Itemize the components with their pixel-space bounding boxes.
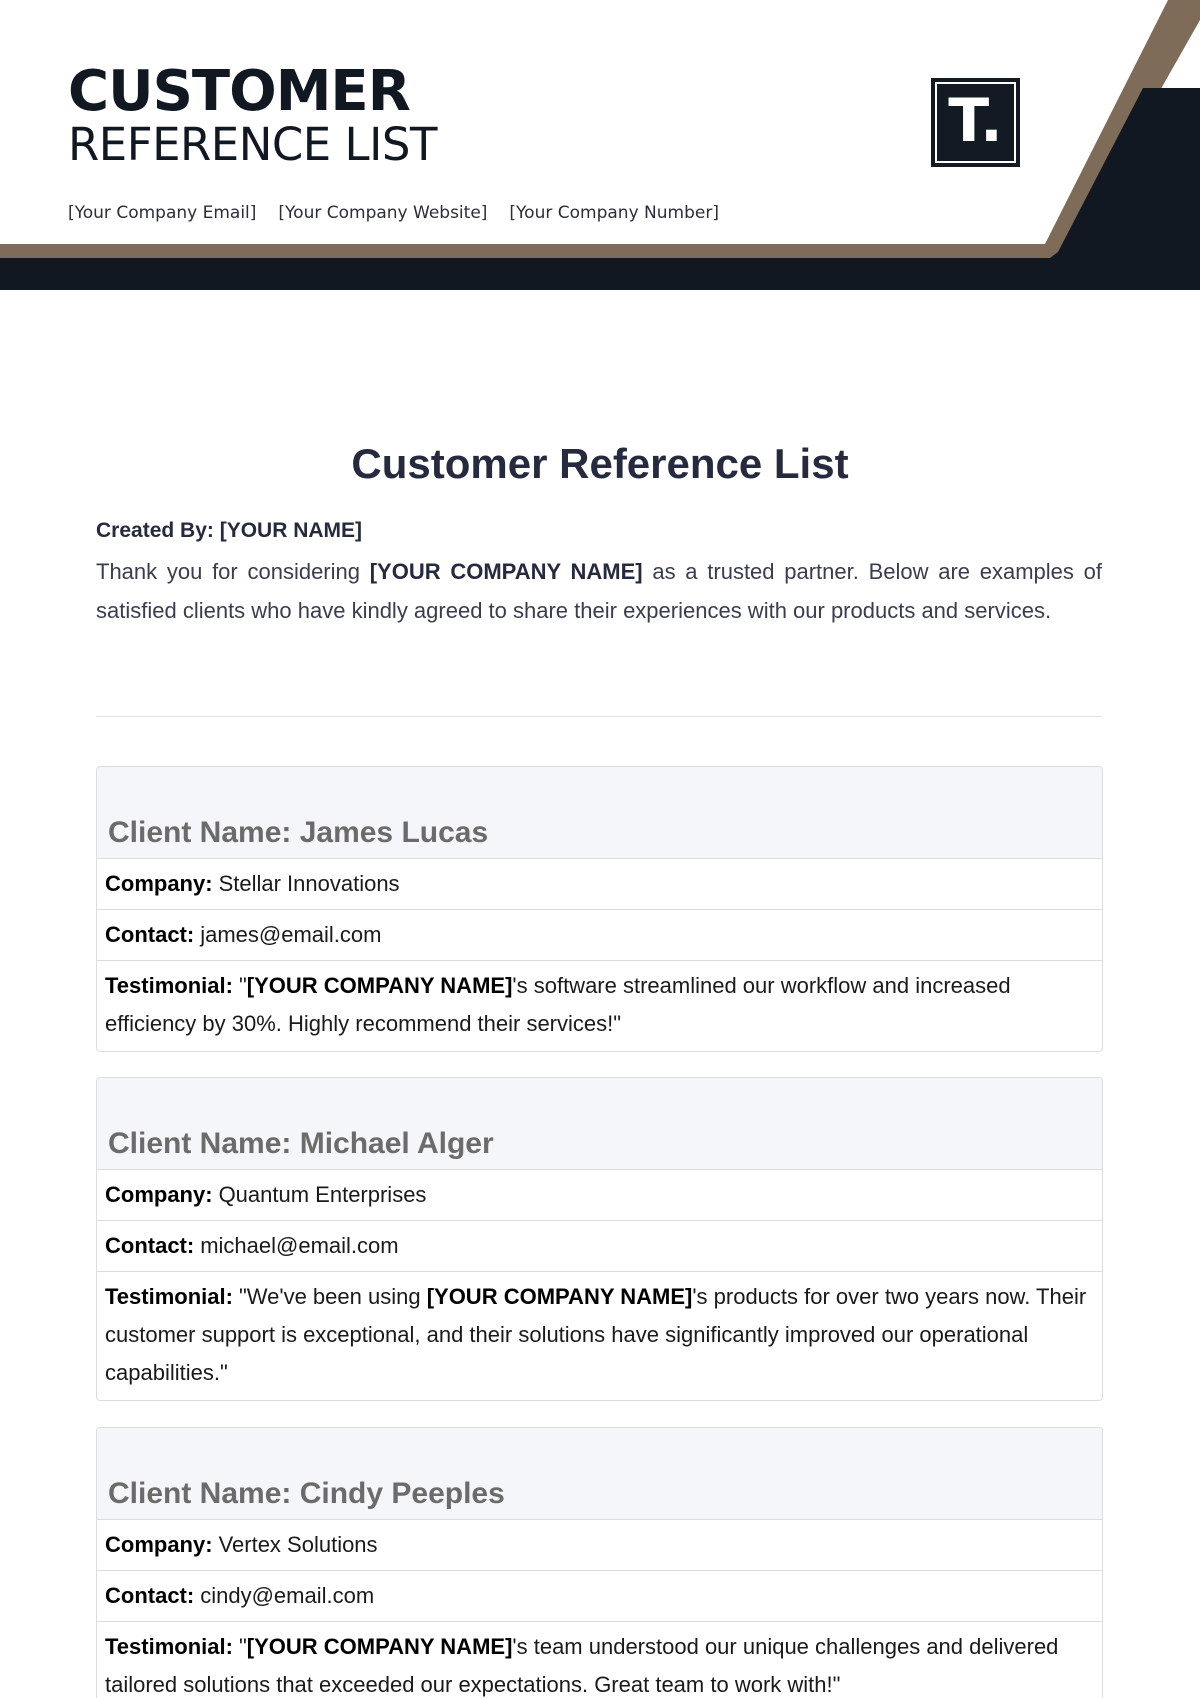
company-email: [Your Company Email] (68, 203, 257, 223)
section-divider (96, 716, 1102, 717)
client-company-row (97, 859, 1102, 910)
client-testimonial-row (97, 961, 1102, 1051)
intro-company-name: [YOUR COMPANY NAME] (369, 559, 643, 584)
client-contact: cindy@email.com (200, 1583, 375, 1608)
client-card (96, 1427, 1103, 1698)
client-card (96, 1077, 1103, 1401)
testimonial-company-name: [YOUR COMPANY NAME] (426, 1284, 693, 1309)
contact-label: Contact: (105, 922, 195, 947)
client-card-header (97, 767, 1102, 859)
testimonial-label: Testimonial: (105, 1634, 233, 1659)
intro-text-start: Thank you for considering (96, 559, 370, 584)
client-name-heading: Client Name: Cindy Peeples (108, 1477, 505, 1510)
logo-letter: T. (948, 85, 1003, 156)
client-card-header (97, 1428, 1102, 1520)
testimonial-company-name: [YOUR COMPANY NAME] (246, 973, 513, 998)
page-header (0, 0, 1200, 300)
contact-label: Contact: (105, 1233, 195, 1258)
testimonial-text: 's products for over two years now. Their customer support is exceptional, and their solutions have significantly improved our operational capabilities." (105, 1284, 1087, 1385)
company-contacts (68, 203, 719, 223)
client-contact-row (97, 1571, 1102, 1622)
testimonial-company-name: [YOUR COMPANY NAME] (246, 1634, 513, 1659)
intro-paragraph (96, 552, 1102, 630)
client-contact: michael@email.com (200, 1233, 399, 1258)
client-name-heading: Client Name: Michael Alger (108, 1127, 494, 1160)
company-label: Company: (105, 1532, 213, 1557)
testimonial-text: 's software streamlined our workflow and increased efficiency by 30%. Highly recommend their services!" (105, 973, 1011, 1036)
client-testimonial-row (97, 1622, 1102, 1698)
testimonial-open: " (238, 1634, 247, 1659)
client-card (96, 766, 1103, 1052)
client-contact-row (97, 1221, 1102, 1272)
testimonial-open: "We've been using (238, 1284, 427, 1309)
client-company-row (97, 1170, 1102, 1221)
intro-text-end: as a trusted partner. Below are examples of satisfied clients who have kindly agreed to share their experiences with our products and services. (96, 559, 1102, 623)
client-card-header (97, 1078, 1102, 1170)
company-number: [Your Company Number] (509, 203, 719, 223)
company-label: Company: (105, 1182, 213, 1207)
client-company: Quantum Enterprises (218, 1182, 427, 1207)
client-testimonial-row (97, 1272, 1102, 1400)
client-contact: james@email.com (200, 922, 382, 947)
client-company-row (97, 1520, 1102, 1571)
testimonial-text: 's team understood our unique challenges and delivered tailored solutions that exceeded our expectations. Great team to work with!" (105, 1634, 1059, 1697)
header-dark-band (0, 258, 1200, 290)
contact-label: Contact: (105, 1583, 195, 1608)
brand-title-line2: REFERENCE LIST (68, 118, 437, 171)
testimonial-label: Testimonial: (105, 1284, 233, 1309)
company-website: [Your Company Website] (278, 203, 488, 223)
company-label: Company: (105, 871, 213, 896)
client-name-heading: Client Name: James Lucas (108, 816, 489, 849)
client-contact-row (97, 910, 1102, 961)
brand-title-line1: CUSTOMER (68, 59, 410, 124)
testimonial-open: " (238, 973, 247, 998)
client-company: Stellar Innovations (218, 871, 400, 896)
testimonial-label: Testimonial: (105, 973, 233, 998)
company-logo (931, 78, 1020, 167)
created-by: Created By: [YOUR NAME] (96, 519, 363, 542)
document-title: Customer Reference List (351, 440, 849, 487)
client-company: Vertex Solutions (218, 1532, 378, 1557)
brand-title (68, 59, 437, 171)
